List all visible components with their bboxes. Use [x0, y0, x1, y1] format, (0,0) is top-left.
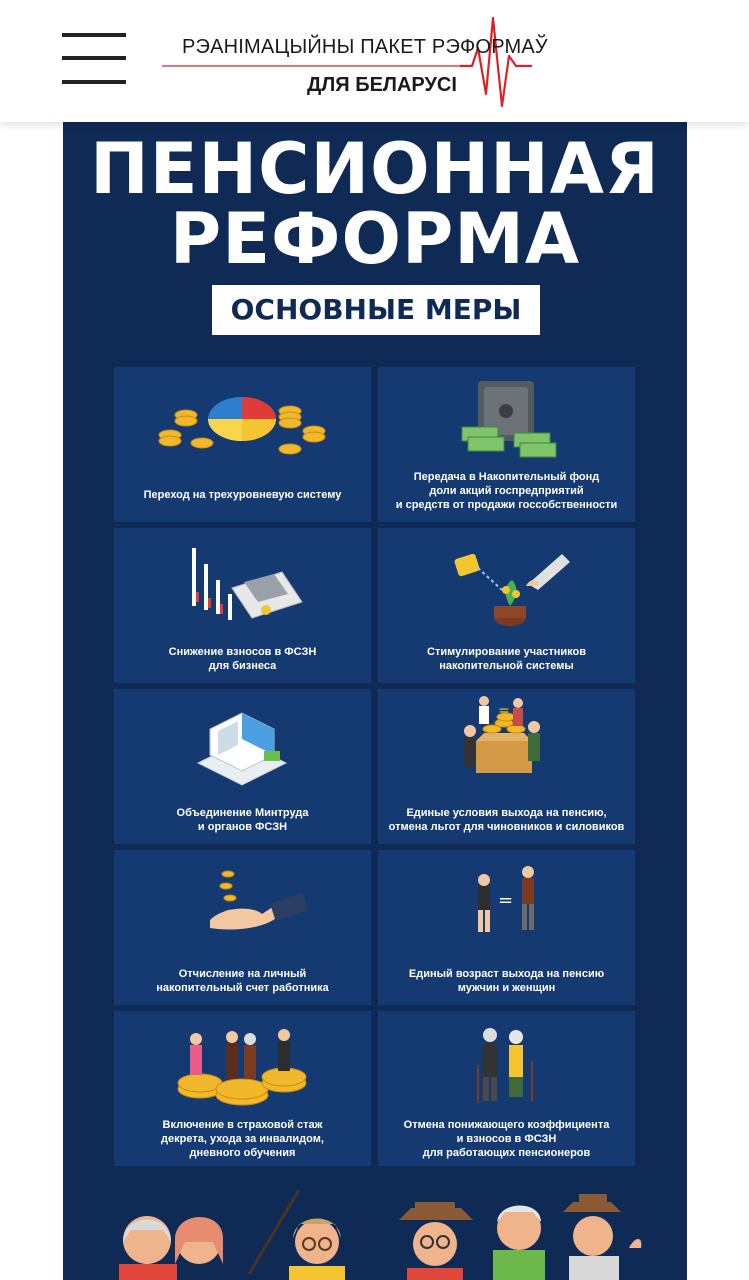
measure-card-6: [378, 689, 635, 844]
site-header: [0, 0, 749, 122]
measure-card-label: Включение в страховой стаж декрета, ухода за инвалидом, дневного обучения: [161, 1119, 324, 1159]
measure-card-label: Стимулирование участников накопительной системы: [427, 646, 586, 672]
measure-card-1: [114, 367, 371, 522]
government-building-icon: [114, 693, 371, 793]
watering-money-plant-icon: [378, 532, 635, 632]
measure-card-label: Единый возраст выхода на пенсию мужчин и женщин: [408, 968, 605, 994]
site-logo[interactable]: [160, 14, 548, 109]
measure-card-2: [378, 367, 635, 522]
hamburger-menu-icon[interactable]: [62, 33, 126, 87]
measure-card-8: [378, 850, 635, 1005]
measure-card-label: Передача в Накопительный фонд доли акций госпредприятий и средств от продажи госсобственности: [395, 471, 618, 511]
measure-card-9: [114, 1011, 371, 1166]
declining-chart-calculator-icon: [114, 532, 371, 632]
measure-card-4: [378, 528, 635, 683]
measure-card-3: [114, 528, 371, 683]
measure-card-10: [378, 1011, 635, 1166]
measure-card-label: Переход на трехуровневую систему: [143, 489, 342, 501]
measure-card-label: Отчисление на личный накопительный счет работника: [156, 968, 329, 994]
measure-card-label: Единые условия выхода на пенсию, отмена льгот для чиновников и силовиков: [388, 807, 625, 833]
man-equals-woman-icon: [378, 854, 635, 954]
measure-card-label: Объединение Минтруда и органов ФСЗН: [176, 807, 309, 833]
elderly-people-illustration: [63, 1182, 687, 1280]
pension-reform-infographic: [63, 122, 687, 1280]
hand-coins-icon: [114, 854, 371, 954]
logo-subtitle: ДЛЯ БЕЛАРУСІ: [307, 74, 457, 96]
people-coin-box-icon: [378, 693, 635, 793]
safe-money-icon: [378, 371, 635, 471]
svg-text:=: =: [498, 890, 514, 911]
measure-card-label: Отмена понижающего коэффициента и взносов в ФСЗН для работающих пенсионеров: [403, 1119, 610, 1159]
poster-title-line2: РЕФОРМА: [169, 198, 581, 280]
measure-card-7: [114, 850, 371, 1005]
people-on-coins-icon: [114, 1015, 371, 1115]
svg-text:=: =: [498, 703, 510, 719]
poster-subtitle: ОСНОВНЫЕ МЕРЫ: [212, 285, 540, 335]
elderly-couple-icon: [378, 1015, 635, 1115]
poster-title-line1: ПЕНСИОННАЯ: [90, 128, 660, 210]
measure-card-5: [114, 689, 371, 844]
measure-card-label: Снижение взносов в ФСЗН для бизнеса: [168, 646, 317, 672]
logo-title: РЭАНІМАЦЫЙНЫ ПАКЕТ РЭФОРМАЎ: [182, 36, 548, 58]
pie-chart-coins-icon: [114, 371, 371, 471]
